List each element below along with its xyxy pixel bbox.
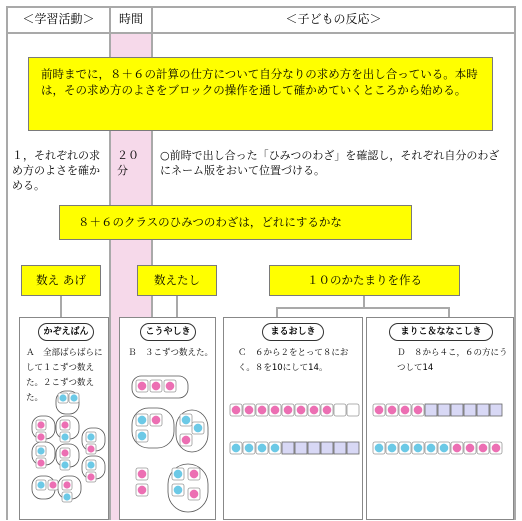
category-counting: 数え あげ [21,265,101,296]
connector [60,307,62,317]
block-dot [414,406,423,415]
block-dot [138,470,147,479]
block-dot [152,416,161,425]
block-dot [37,481,44,488]
method-card-b [119,317,216,520]
intro-box: 前時までに，８＋６の計算の仕方について自分なりの求め方を出し合っている。本時は，その求め方のよさをブロックの操作を通して確かめていくところから始める。 [28,57,493,131]
column-divider-left [6,6,8,520]
block-dot [427,444,436,453]
connector [276,307,450,309]
block-dot [194,424,203,433]
block-dot [336,406,345,415]
method-name: まるおしき [262,323,324,341]
block-dot [492,444,501,453]
block-dot [37,459,44,466]
empty-slot [438,404,450,416]
block-dot [63,481,70,488]
method-name: まりこ＆ななこしき [389,323,493,341]
connector [176,307,178,317]
block-dot [271,444,280,453]
method-text: Ｄ ８から４こ，６の方にうつして14 [397,348,508,373]
block-dot [284,406,293,415]
block-dot [138,416,147,425]
empty-slot [451,404,463,416]
block-dot [310,406,319,415]
method-text: Ａ 全部ばらばらにして１こずつ数えた。２こずつ数えた。 [26,348,103,403]
block-dot [61,461,68,468]
header-activity: ＜学習活動＞ [22,12,95,26]
header-reaction: ＜子どもの反応＞ [285,12,382,26]
block-dot [182,436,191,445]
block-dot [182,416,191,425]
block-dot [61,433,68,440]
block-diagram [367,318,515,521]
block-dot [49,481,56,488]
method-card-a [19,317,109,520]
block-dot [87,473,94,480]
block-dot [63,493,70,500]
category-counting-on: 数えたし [137,265,217,296]
block-dot [245,406,254,415]
block-dot [61,421,68,428]
empty-slot [334,442,346,454]
reaction-text: ○前時で出し合った「ひみつのわざ」を確認し，それぞれ自分のわざにネーム版をおいて位置づける。 [160,149,500,177]
block-dot [87,461,94,468]
block-dot [323,406,332,415]
header-bottom-border [6,32,516,34]
activity-text: １，それぞれの求め方のよさを確かめる。 [12,149,100,192]
block-dot [375,444,384,453]
block-dot [166,382,175,391]
method-name: かぞえばん [38,323,94,341]
empty-slot [282,442,294,454]
block-dot [401,406,410,415]
empty-slot [425,404,437,416]
block-diagram [224,318,364,521]
empty-slot [295,442,307,454]
time-text: ２０分 [117,149,139,177]
block-dot [174,470,183,479]
block-dot [297,406,306,415]
block-dot [138,486,147,495]
connector [276,307,278,317]
block-dot [70,394,77,401]
block-dot [190,470,199,479]
block-dot [37,433,44,440]
block-dot [232,406,241,415]
block-dot [388,406,397,415]
block-dot [258,444,267,453]
method-card-c [223,317,363,520]
block-dot [245,444,254,453]
block-dot [453,444,462,453]
empty-slot [321,442,333,454]
block-dot [87,445,94,452]
method-text: Ｃ ６から２をとって８におく。８を10にして14。 [238,348,349,373]
method-card-d [366,317,514,520]
block-dot [466,444,475,453]
block-dot [138,432,147,441]
block-dot [414,444,423,453]
block-dot [479,444,488,453]
block-dot [258,406,267,415]
empty-slot [347,442,359,454]
empty-slot [490,404,502,416]
method-name: こうやしき [140,323,196,341]
block-dot [440,444,449,453]
block-dot [37,421,44,428]
block-dot [174,486,183,495]
block-dot [37,447,44,454]
block-dot [87,433,94,440]
connector [448,307,450,317]
block-dot [152,382,161,391]
block-dot [271,406,280,415]
block-dot [349,406,358,415]
empty-slot [464,404,476,416]
header-time: 時間 [118,12,143,26]
block-dot [61,449,68,456]
block-dot [59,394,66,401]
question-box: ８＋６のクラスのひみつのわざは，どれにするかな [59,205,412,240]
block-dot [375,406,384,415]
empty-slot [308,442,320,454]
category-make-ten: １０のかたまりを作る [269,265,460,296]
block-diagram [20,318,110,521]
block-dot [388,444,397,453]
block-dot [190,490,199,499]
empty-slot [477,404,489,416]
block-dot [138,382,147,391]
method-text: Ｂ ３こずつ数えた。 [128,348,214,358]
block-dot [232,444,241,453]
block-dot [401,444,410,453]
block-diagram [120,318,217,521]
